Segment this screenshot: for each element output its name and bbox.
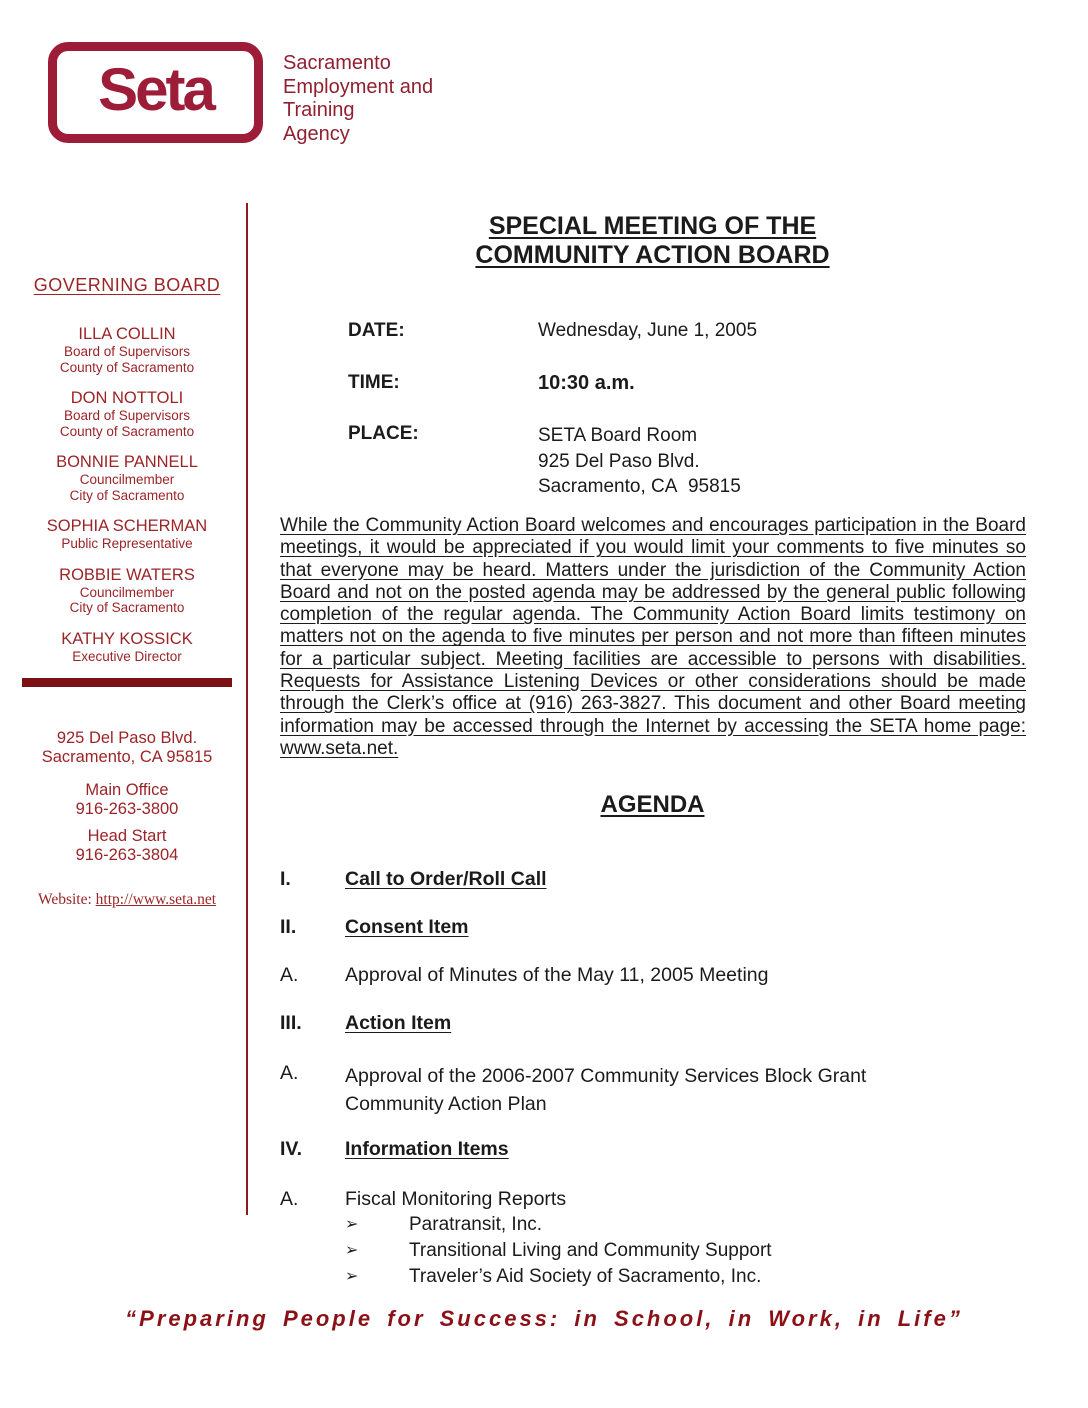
head-start-label: Head Start [87,827,167,845]
item-number: A. [280,1062,299,1084]
date-value: Wednesday, June 1, 2005 [538,320,758,341]
bullet-label: Transitional Living and Community Support [409,1240,772,1261]
item-label: Approval of Minutes of the May 11, 2005 Meeting [345,964,769,986]
head-start-phone: 916-263-3804 [75,846,179,864]
member-name: DON NOTTOLI [70,389,184,407]
vertical-divider [246,203,248,1215]
page-title-line1: SPECIAL MEETING OF THE [488,212,817,240]
agenda-heading: AGENDA [600,791,705,818]
member-role: Public Representative [61,536,193,551]
org-name-line: Employment and [283,75,434,98]
item-label: Fiscal Monitoring Reports [345,1188,567,1210]
member-name: KATHY KOSSICK [61,629,193,648]
time-value: 10:30 a.m. [538,372,635,394]
sidebar-divider-bar [22,678,232,687]
agenda-subitem-fiscal [280,1188,1028,1211]
seta-logo [48,42,263,143]
page-title [280,212,1025,270]
place-line: 925 Del Paso Blvd. [538,450,700,472]
head-start-contact [22,827,232,865]
governing-board-heading: GOVERNING BOARD [33,275,221,295]
item-label: Consent Item [345,916,469,938]
website-label: Website: [37,891,92,908]
address-line: 925 Del Paso Blvd. [56,729,198,747]
place-label: PLACE: [348,423,419,444]
member-role: Councilmember [79,584,175,600]
place-line: Sacramento, CA 95815 [538,476,741,497]
item-label: Information Items [345,1138,509,1160]
main-office-contact [22,781,232,819]
date-label: DATE: [348,320,405,341]
agenda-item-call-to-order [280,868,1028,891]
member-org: City of Sacramento [69,600,185,615]
website-line [22,891,232,909]
item-number: II. [280,916,297,938]
member-org: City of Sacramento [69,487,185,503]
item-number: III. [280,1012,302,1034]
board-member [22,325,232,375]
website-link[interactable]: http://www.seta.net [95,891,217,908]
item-label: Approval of the 2006-2007 Community Services Block Grant Community Action Plan [345,1065,867,1115]
board-member [22,453,232,503]
item-number: A. [280,964,299,986]
bullet-item [345,1240,772,1262]
bullet-label: Paratransit, Inc. [409,1214,543,1235]
member-name: ROBBIE WATERS [59,565,195,584]
item-number: I. [280,868,291,890]
member-name: ILLA COLLIN [78,325,176,343]
agenda-subitem-minutes [280,964,1028,987]
footer-quote: “Preparing People for Success: in School, in Work, in Life” [125,1306,963,1331]
arrow-bullet-icon: ➢ [345,1242,359,1259]
address-line: Sacramento, CA 95815 [41,748,213,766]
member-role: Board of Supervisors [63,344,191,359]
bullet-label: Traveler’s Aid Society of Sacramento, Inc. [409,1266,762,1287]
member-org: County of Sacramento [59,359,195,375]
board-member [22,566,232,616]
main-office-phone: 916-263-3800 [75,800,179,818]
org-name-line: Agency [283,122,350,145]
seta-wordmark: Seta [98,55,213,123]
place-line: SETA Board Room [538,425,698,446]
arrow-bullet-icon: ➢ [345,1216,359,1233]
time-label: TIME: [348,372,400,393]
item-label: Action Item [345,1012,452,1034]
arrow-bullet-icon: ➢ [345,1268,359,1285]
member-role: Board of Supervisors [63,408,191,423]
page-title-line2: COMMUNITY ACTION BOARD [475,241,830,269]
main-office-label: Main Office [85,781,169,799]
bullet-item [345,1266,761,1288]
board-member [22,517,232,552]
item-label: Call to Order/Roll Call [345,868,547,890]
org-name [283,52,433,146]
public-notice: While the Community Action Board welcomes and encourages participation in the Board meetings, it would be appreciated if you would limit your comments to five minutes so that everyone may be heard. Matters under the jurisdiction of the Community Action Board and not on the posted agenda may be addressed by the general public following completion of the regular agenda. The Community Action Board limits testimony on matters not on the agenda to five minutes per person and not more than fifteen minutes for a particular subject. Meeting facilities are accessible to persons with disabilities. Requests for Assistance Listening Devices or other considerations should be made through the Clerk’s office at (916) 263-3827. This document and other Board meeting information may be accessed through the Internet by accessing the SETA home page: www.seta.net. [280,515,1026,759]
member-role: Councilmember [79,472,175,487]
org-name-line: Training [283,99,355,121]
agenda-subitem-csbg [280,1062,1028,1118]
item-number: A. [280,1188,299,1210]
board-member [22,630,232,665]
member-name: SOPHIA SCHERMAN [46,517,208,535]
member-name: BONNIE PANNELL [56,453,198,471]
place-value [538,423,741,500]
board-member [22,389,232,439]
item-number: IV. [280,1138,303,1160]
sidebar [22,275,232,909]
org-name-line: Sacramento [283,52,391,74]
member-org: County of Sacramento [59,423,195,439]
agenda-item-action [280,1012,1028,1035]
agenda-item-information [280,1138,1028,1161]
sidebar-address [22,729,232,767]
bullet-item [345,1214,542,1236]
agenda-item-consent [280,916,1028,939]
member-role: Executive Director [72,648,182,664]
